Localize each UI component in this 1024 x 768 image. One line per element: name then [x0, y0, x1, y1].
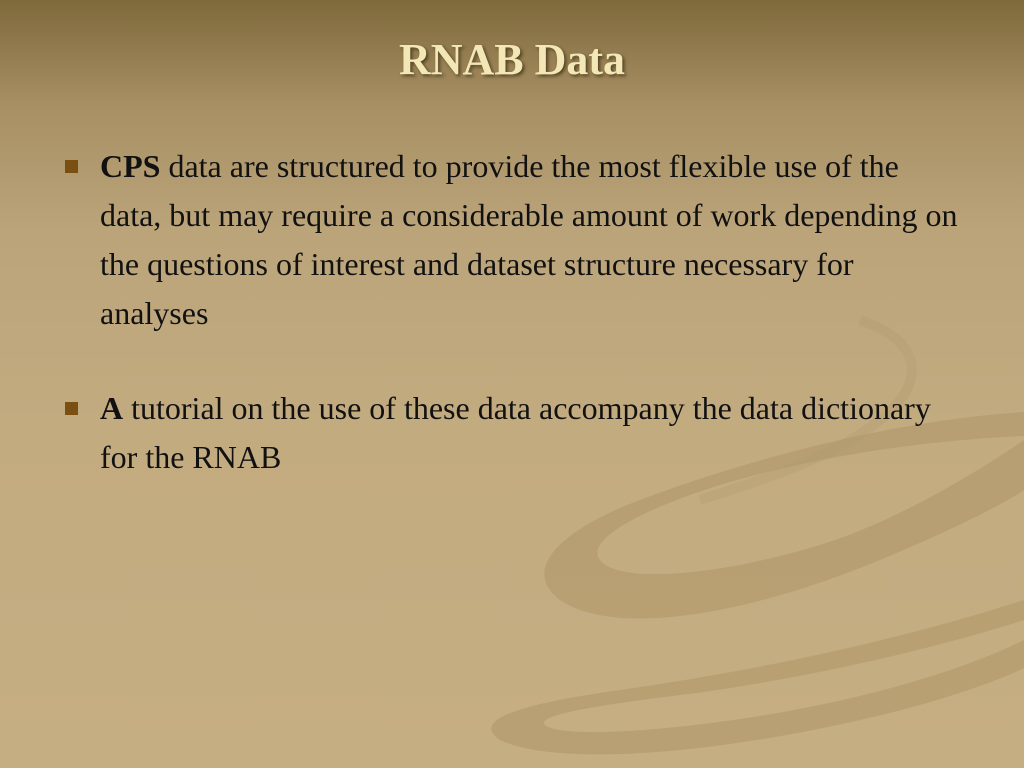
- bullet-text: tutorial on the use of these data accompany the data dictionary for the RNAB: [100, 390, 931, 475]
- bullet-list: [62, 142, 962, 482]
- slide-title: RNAB Data: [398, 35, 626, 84]
- square-bullet-icon: [65, 160, 78, 173]
- bullet-lead-word: CPS: [100, 148, 161, 184]
- square-bullet-icon: [65, 402, 78, 415]
- bullet-text: data are structured to provide the most flexible use of the data, but may require a considerable amount of work depending on the questions of interest and dataset structure necessary for analyses: [100, 148, 958, 331]
- bullet-lead-word: A: [100, 390, 124, 426]
- bullet-item-cps-data: [62, 142, 962, 338]
- bullet-item-tutorial: [62, 384, 962, 482]
